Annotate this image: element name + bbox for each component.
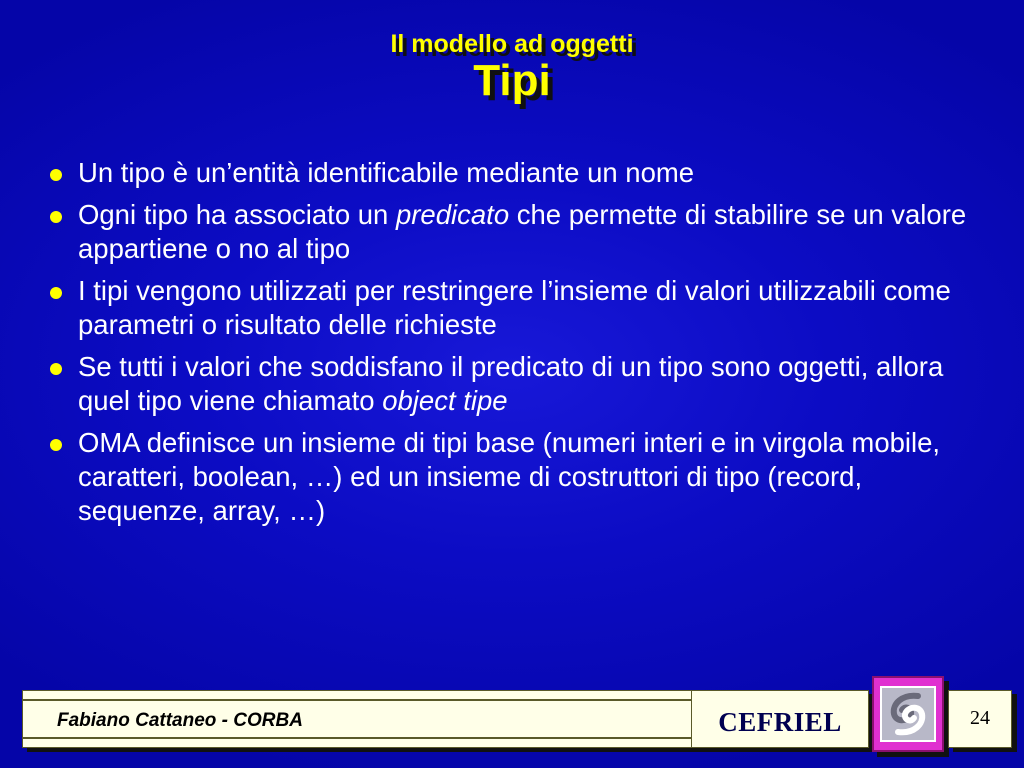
bullet-item xyxy=(48,156,983,190)
slide-title: Tipi xyxy=(473,56,551,105)
footer-organization: CEFRIEL xyxy=(718,707,842,737)
bullet-dot-icon xyxy=(50,211,62,223)
footer-organization-box xyxy=(691,690,869,748)
bullet-text: che permette di stabilire se un valore appartiene o no al tipo xyxy=(78,199,967,264)
bullet-emphasis: object tipe xyxy=(382,385,508,416)
slide-subtitle: Il modello ad oggetti xyxy=(390,30,634,58)
cefriel-logo-icon xyxy=(872,676,944,752)
bullet-item xyxy=(48,274,983,342)
bullet-emphasis: predicato xyxy=(395,199,510,230)
bullet-text: OMA definisce un insieme di tipi base (numeri interi e in virgola mobile, caratteri, boolean, …) ed un insieme di costruttori di tipo (record, sequenze, array, …) xyxy=(78,427,941,526)
logo-swirl-icon xyxy=(880,686,936,742)
bullet-item xyxy=(48,350,983,418)
bullet-item xyxy=(48,426,983,528)
bullet-dot-icon xyxy=(50,363,62,375)
bullet-text: I tipi vengono utilizzati per restringere l’insieme di valori utilizzabili come parametri o risultato delle richieste xyxy=(78,275,951,340)
bullet-dot-icon xyxy=(50,287,62,299)
bullet-text: Ogni tipo ha associato un xyxy=(78,199,396,230)
page-number-box xyxy=(948,690,1012,748)
footer-author: Fabiano Cattaneo - CORBA xyxy=(57,710,303,731)
bullet-list xyxy=(48,156,983,536)
footer-rule xyxy=(23,737,691,739)
page-number: 24 xyxy=(970,707,990,729)
bullet-dot-icon xyxy=(50,169,62,181)
bullet-item xyxy=(48,198,983,266)
bullet-text: Se tutti i valori che soddisfano il predicato di un tipo sono oggetti, allora quel tipo viene chiamato xyxy=(78,351,944,416)
footer-rule xyxy=(23,699,691,701)
bullet-text: Un tipo è un’entità identificabile mediante un nome xyxy=(78,157,695,188)
bullet-dot-icon xyxy=(50,439,62,451)
footer-author-bar xyxy=(22,690,692,748)
